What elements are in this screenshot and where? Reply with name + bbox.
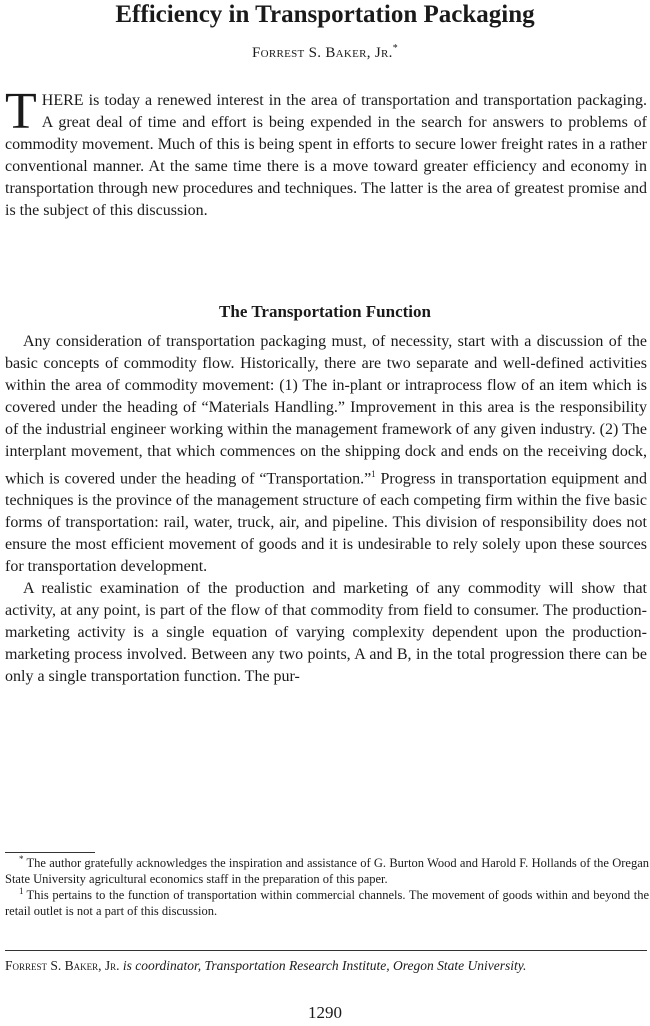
affiliation-role: is coordinator, Transportation Research Institute, Oregon State University. <box>119 958 527 973</box>
author-footnote-mark: * <box>392 43 399 54</box>
footnotes <box>5 855 649 919</box>
footnote <box>5 887 649 919</box>
footnote-text: This pertains to the function of transportation within commercial channels. The movement of goods within and beyond the retail outlet is not a part of this discussion. <box>5 888 649 918</box>
footnote-divider <box>5 852 95 853</box>
paragraph-2: A realistic examination of the production and marketing of any commodity will show that activity, at any point, is part of the flow of that commodity from field to consumer. The production-marketing activity is a single equation of varying complexity dependent upon the production-marketing process involved. Between any two points, A and B, in the total progression there can be only a single transportation function. The pur- <box>5 580 647 686</box>
drop-cap: T <box>5 83 37 140</box>
intro-text: HERE is today a renewed interest in the area of transportation and transportation packaging. A great deal of time and effort is being expended in the search for answers to problems of commodity movement. Much of this is being spent in efforts to secure lower freight rates in a rather conventional manner. At the same time there is a move toward greater efficiency and economy in transportation through new procedures and techniques. The latter is the area of greatest promise and is the subject of this discussion. <box>5 92 647 219</box>
affiliation-name: Forrest S. Baker, Jr. <box>5 958 120 973</box>
footnote-text: The author gratefully acknowledges the inspiration and assistance of G. Burton Wood and Harold F. Hollands of the Oregan State University agricultural economics staff in the preparation of this paper. <box>5 856 649 886</box>
paragraph-1 <box>5 331 647 578</box>
footnote-ref-1: 1 <box>371 469 376 479</box>
affiliation-divider <box>5 950 647 951</box>
author-affiliation <box>5 957 649 975</box>
footnote <box>5 855 649 887</box>
paragraph-1-part-b: Progress in transportation equipment and techniques is the province of the management structure of each competing firm within the five basic forms of transportation: rail, water, truck, air, and pipeline. This division of responsibility does not ensure the most efficient movement of goods and it is undesirable to rely solely upon these sources for transportation development. <box>5 470 647 576</box>
footnote-mark: * <box>19 853 24 864</box>
section-body <box>5 331 647 688</box>
intro-paragraph <box>5 83 647 222</box>
author-name: Forrest S. Baker, Jr. <box>251 45 393 61</box>
page-number: 1290 <box>308 1003 342 1022</box>
footnote-mark: 1 <box>19 885 24 896</box>
author-byline <box>0 43 650 62</box>
article-title: Efficiency in Transportation Packaging <box>115 1 535 28</box>
section-heading: The Transportation Function <box>219 302 431 321</box>
paragraph-1-part-a: Any consideration of transportation packaging must, of necessity, start with a discussion of the basic concepts of commodity flow. Historically, there are two separate and well-defined activities within the area of commodity movement: (1) The in-plant or intraprocess flow of an item which is covered under the heading of “Materials Handling.” Improvement in this area is the responsibility of the industrial engineer working within the management framework of any given industry. (2) The interplant movement, that which commences on the shipping dock and ends on the receiving dock, which is covered under the heading of “Transportation.” <box>5 333 647 488</box>
